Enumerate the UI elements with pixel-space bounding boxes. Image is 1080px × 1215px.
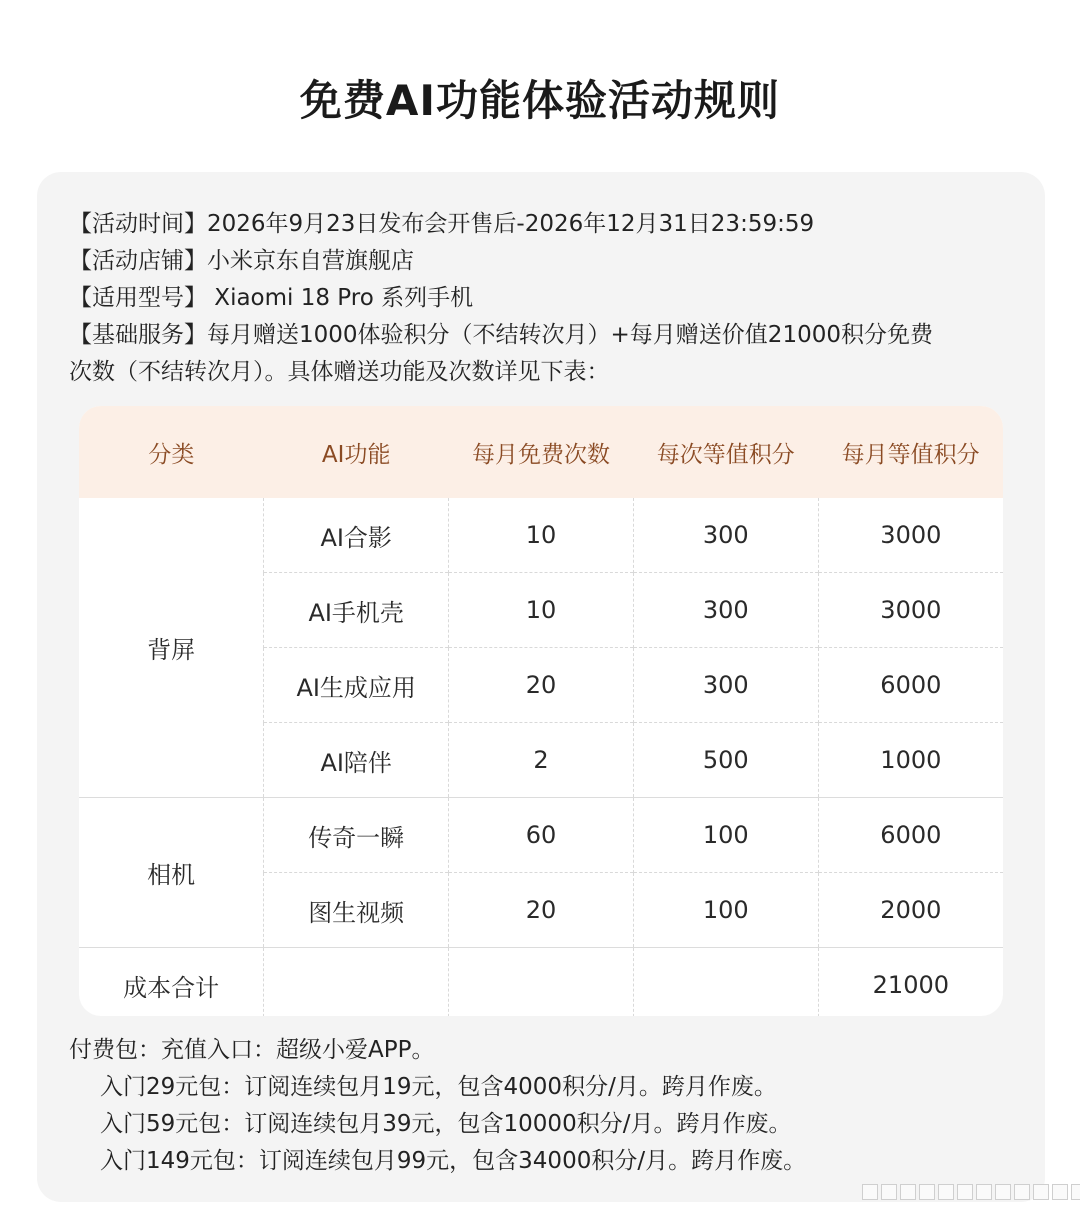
feature-cell: 图生视频	[264, 873, 449, 948]
free-count-cell: 20	[449, 648, 634, 723]
header-feature: AI功能	[321, 441, 391, 468]
header-points-per-use: 每次等值积分	[656, 441, 795, 468]
feature-cell: 传奇一瞬	[264, 798, 449, 873]
points-per-use-cell: 500	[633, 723, 818, 798]
header-free-count: 每月免费次数	[471, 441, 610, 468]
points-per-use-cell: 300	[633, 573, 818, 648]
points-per-month-cell: 1000	[818, 723, 1003, 798]
activity-info	[69, 206, 1019, 391]
feature-table-container	[79, 406, 1003, 1016]
header-category: 分类	[148, 441, 195, 468]
basic-service-line-1: 【基础服务】每月赠送1000体验积分（不结转次月）+每月赠送价值21000积分免费	[69, 322, 933, 348]
empty-cell	[633, 948, 818, 1017]
points-per-use-cell: 100	[633, 873, 818, 948]
page-title: 免费AI功能体验活动规则	[299, 76, 781, 125]
watermark-icon	[862, 1185, 1080, 1199]
points-per-month-cell: 6000	[818, 798, 1003, 873]
package-149: 入门149元包：订阅连续包月99元，包含34000积分/月。跨月作废。	[100, 1148, 807, 1174]
total-value: 21000	[818, 948, 1003, 1017]
total-row	[79, 948, 1003, 1017]
feature-cell: AI生成应用	[264, 648, 449, 723]
paid-entry: 付费包：充值入口：超级小爱APP。	[69, 1037, 435, 1063]
category-cell: 背屏	[147, 636, 196, 664]
points-per-month-cell: 6000	[818, 648, 1003, 723]
feature-cell: AI陪伴	[264, 723, 449, 798]
category-cell: 相机	[79, 798, 264, 948]
activity-store: 【活动店铺】小米京东自营旗舰店	[69, 248, 414, 274]
empty-cell	[264, 948, 449, 1017]
points-per-use-cell: 100	[633, 798, 818, 873]
activity-time: 【活动时间】2026年9月23日发布会开售后-2026年12月31日23:59:59	[69, 211, 815, 237]
free-count-cell: 20	[449, 873, 634, 948]
empty-cell	[449, 948, 634, 1017]
points-per-use-cell: 300	[633, 648, 818, 723]
feature-cell: AI合影	[264, 498, 449, 573]
free-count-cell: 60	[449, 798, 634, 873]
table-header-row	[79, 406, 1003, 498]
paid-package-notes	[69, 1032, 1029, 1180]
points-per-month-cell: 3000	[818, 573, 1003, 648]
points-per-month-cell: 2000	[818, 873, 1003, 948]
total-label: 成本合计	[79, 948, 264, 1017]
package-59: 入门59元包：订阅连续包月39元，包含10000积分/月。跨月作废。	[100, 1111, 792, 1137]
applicable-model: 【适用型号】 Xiaomi 18 Pro 系列手机	[69, 285, 474, 311]
free-count-cell: 2	[449, 723, 634, 798]
table-row	[79, 798, 1003, 873]
header-points-per-month: 每月等值积分	[841, 441, 980, 468]
free-count-cell: 10	[449, 573, 634, 648]
points-per-use-cell: 300	[633, 498, 818, 573]
package-29: 入门29元包：订阅连续包月19元，包含4000积分/月。跨月作废。	[100, 1074, 777, 1100]
points-per-month-cell: 3000	[818, 498, 1003, 573]
free-count-cell: 10	[449, 498, 634, 573]
table-row	[79, 498, 1003, 573]
feature-cell: AI手机壳	[264, 573, 449, 648]
feature-table	[79, 406, 1003, 1016]
basic-service-line-2: 次数（不结转次月）。具体赠送功能及次数详见下表：	[69, 359, 610, 385]
